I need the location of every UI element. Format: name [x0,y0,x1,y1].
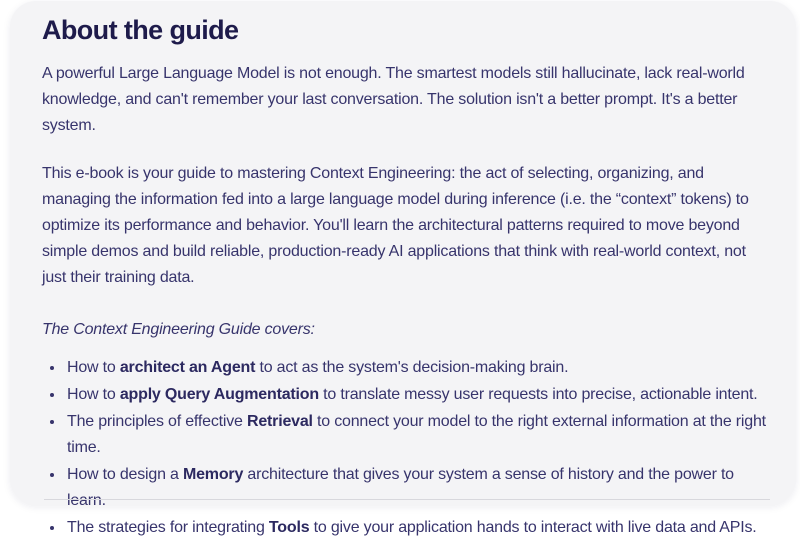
bullet-text-pre: How to [67,359,120,376]
bullet-text-pre: The principles of effective [67,413,247,430]
bullet-text-bold: apply Query Augmentation [119,386,319,403]
list-item-agent [65,354,766,381]
list-item-query-augmentation [65,381,766,408]
list-intro: The Context Engineering Guide covers: [42,321,315,338]
list-item-memory [65,461,766,514]
bullet-text-post: to give your application hands to interact with live data and APIs. [309,519,757,536]
bullet-text-bold: Memory [182,466,244,483]
bullet-text-pre: The strategies for integrating [67,519,269,536]
card-content [10,1,796,541]
guide-topics-list [42,354,766,541]
bullet-text-bold: Retrieval [246,413,313,430]
bullet-text-post: to connect your model to the right external information at the right time. [67,413,766,456]
list-item-retrieval [65,408,766,461]
description-paragraph: This e-book is your guide to mastering Context Engineering: the act of selecting, organizing, and managing the information fed into a large language model during inference (i.e. the “context” tokens) to optimize its performance and behavior. You'll learn the architectural patterns required to move beyond simple demos and build reliable, production-ready AI applications that think with real-world context, not just their training data. [42,165,749,286]
bullet-text-post: to act as the system's decision-making brain. [255,359,569,376]
list-item-tools [65,514,766,541]
intro-paragraph: A powerful Large Language Model is not enough. The smartest models still hallucinate, lack real-world knowledge, and can't remember your last conversation. The solution isn't a better prompt. It's a better system. [42,65,745,134]
divider [44,499,770,500]
about-guide-card [10,1,796,536]
bullet-text-pre: How to design a [67,466,183,483]
bullet-text-bold: architect an Agent [119,359,256,376]
bullet-text-post: architecture that gives your system a sense of history and the power to learn. [67,466,734,509]
bullet-text-bold: Tools [268,519,310,536]
bullet-text-pre: How to [67,386,120,403]
page-title: About the guide [42,15,239,45]
bullet-text-post: to translate messy user requests into precise, actionable intent. [318,386,758,403]
